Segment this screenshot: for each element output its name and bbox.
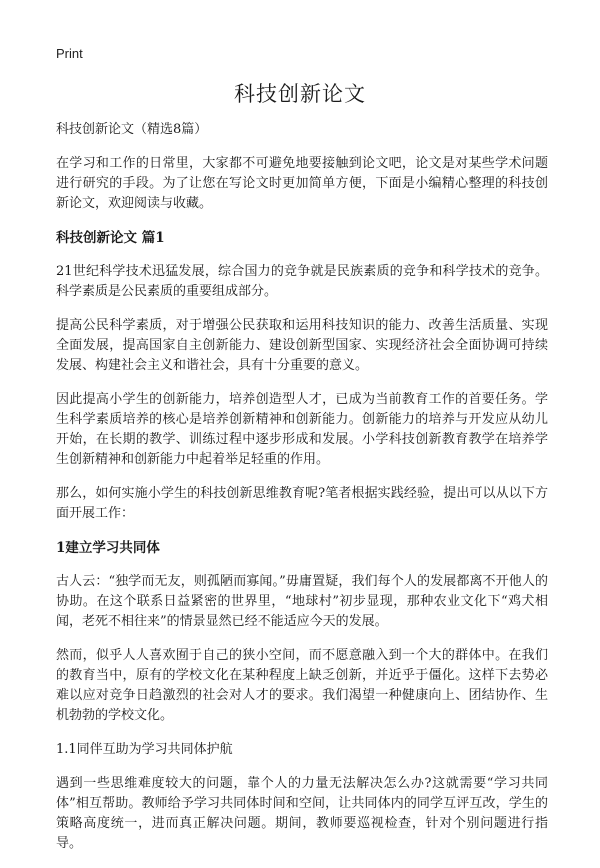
article-body: [56, 120, 548, 868]
subsection-heading: 1建立学习共同体: [56, 540, 160, 556]
print-link[interactable]: Print: [56, 46, 83, 61]
article-subtitle: 科技创新论文（精选8篇）: [56, 122, 208, 137]
body-paragraph: 提高公民科学素质，对于增强公民获取和运用科技知识的能力、改善生活质量、实现全面发展，提高国家自主创新能力、建设创新型国家、实现经济社会全面协调可持续发展、构建社会主义和谐社会，具有十分重要的意义。: [56, 318, 548, 373]
page-title: 科技创新论文: [234, 82, 366, 106]
body-paragraph: 那么，如何实施小学生的科技创新思维教育呢?笔者根据实践经验，提出可以从以下方面开展工作：: [56, 486, 548, 521]
body-paragraph: 古人云：“独学而无友，则孤陋而寡闻。”毋庸置疑，我们每个人的发展都离不开他人的协助。在这个联系日益紧密的世界里，“地球村”初步显现，那种农业文化下“鸡犬相闻，老死不相往来”的情景显然已经不能适应今天的发展。: [56, 574, 548, 629]
body-paragraph: 21世纪科学技术迅猛发展，综合国力的竞争就是民族素质的竞争和科学技术的竞争。科学素质是公民素质的重要组成部分。: [56, 264, 548, 299]
intro-paragraph: 在学习和工作的日常里，大家都不可避免地要接触到论文吧，论文是对某些学术问题进行研究的手段。为了让您在写论文时更加简单方便，下面是小编精心整理的科技创新论文，欢迎阅读与收藏。: [56, 156, 548, 211]
body-paragraph: 然而，似乎人人喜欢囿于自己的狭小空间，而不愿意融入到一个大的群体中。在我们的教育当中，原有的学校文化在某种程度上缺乏创新，并近乎于僵化。这样下去势必难以应对竞争日趋激烈的社会对人才的要求。我们渴望一种健康向上、团结协作、生机勃勃的学校文化。: [56, 648, 548, 723]
body-paragraph: 因此提高小学生的创新能力，培养创造型人才，已成为当前教育工作的首要任务。学生科学素质培养的核心是培养创新精神和创新能力。创新能力的培养与开发应从幼儿开始，在长期的教学、训练过程中逐步形成和发展。小学科技创新教育教学在培养学生创新精神和创新能力中起着举足轻重的作用。: [56, 392, 548, 467]
section-heading: 科技创新论文 篇1: [56, 230, 165, 246]
body-paragraph: 遇到一些思维难度较大的问题，靠个人的力量无法解决怎么办?这就需要“学习共同体”相互帮助。教师给予学习共同体时间和空间，让共同体内的同学互评互改，学生的策略高度统一，进而真正解决问题。期间，教师要巡视检查，针对个别问题进行指导。: [56, 776, 548, 851]
subsubsection-heading: 1.1同伴互助为学习共同体护航: [56, 742, 233, 757]
